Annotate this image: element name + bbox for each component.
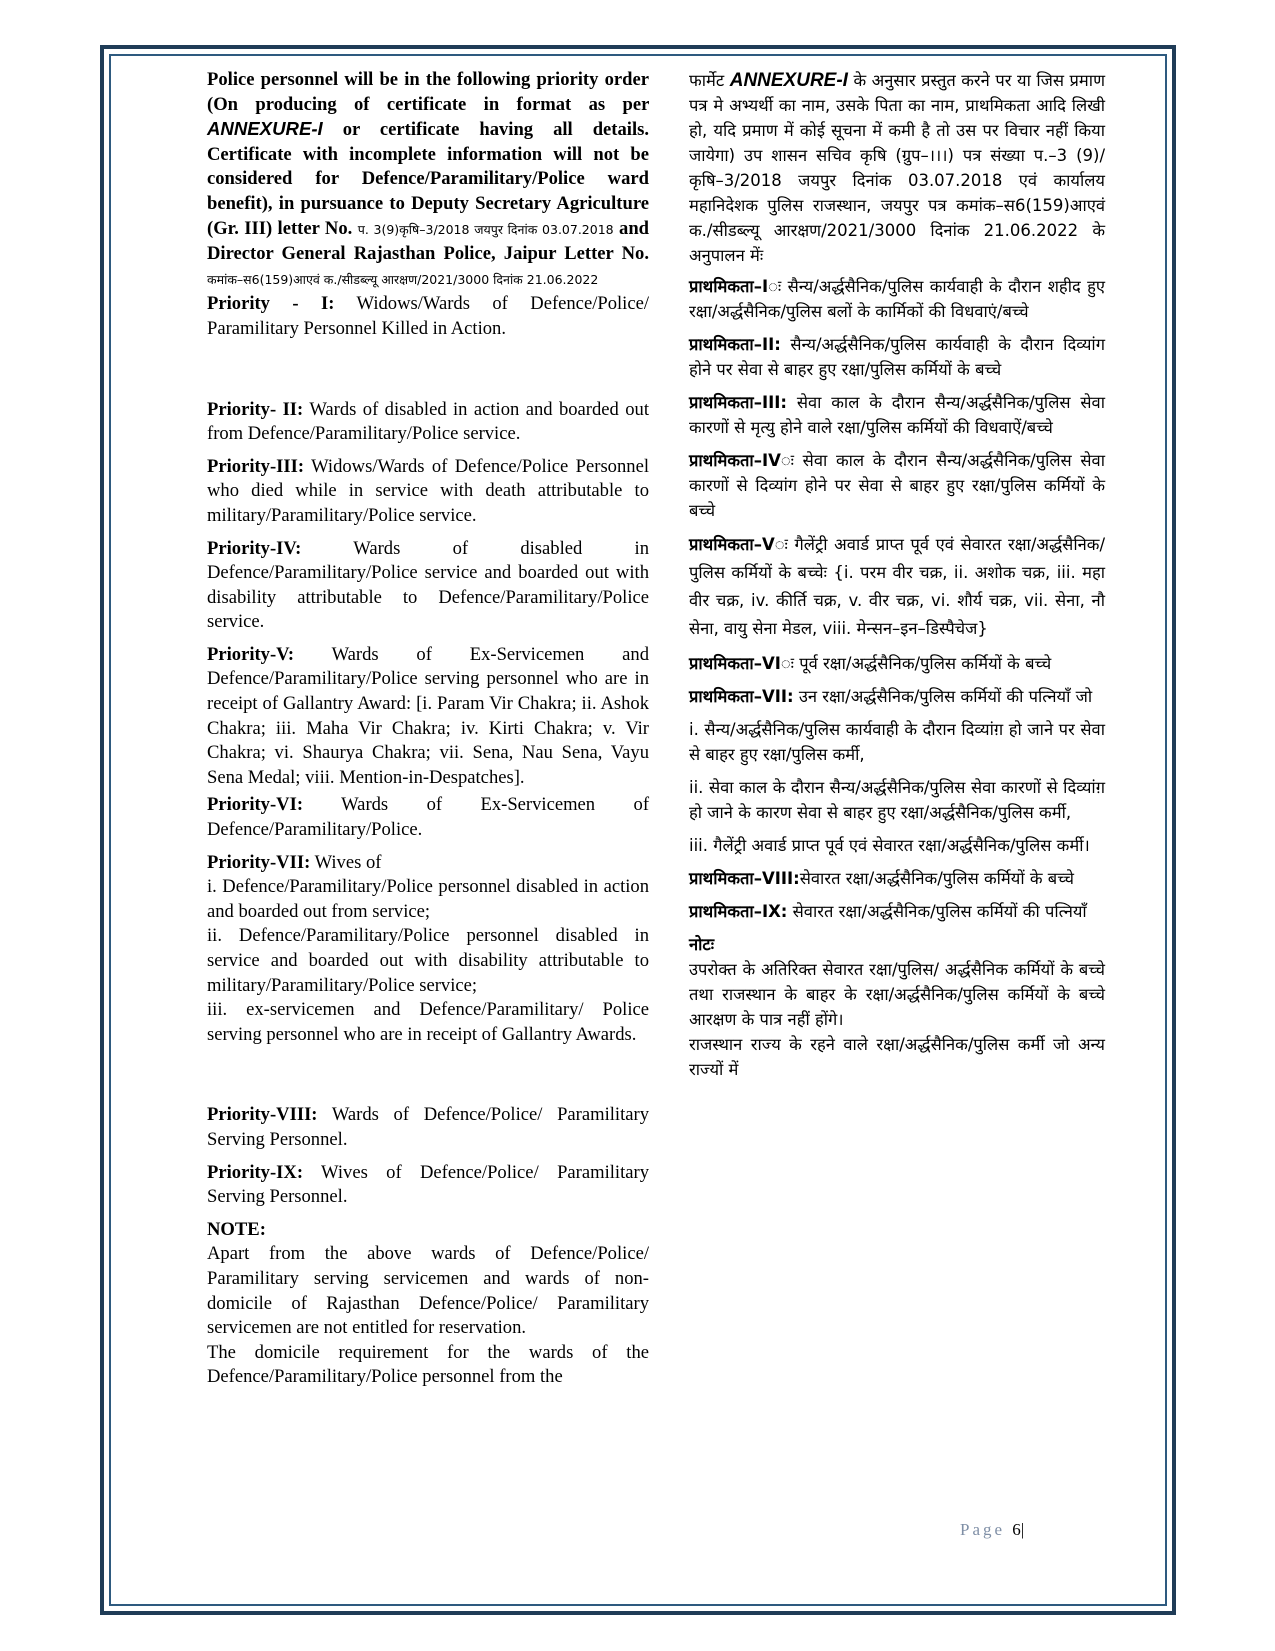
hindi-note-paragraph-1: उपरोक्त के अतिरिक्त सेवारत रक्षा/पुलिस/ अर्द्धसैनिक कर्मियों के बच्चे तथा राजस्थान के बाहर के रक्षा/अर्द्धसैनिक/पुलिस कर्मियों के बच्चे आरक्षण के पात्र नहीं होंगे। — [689, 960, 1105, 1029]
hindi-priority-7: प्राथमिकता–VII: उन रक्षा/अर्द्धसैनिक/पुलिस कर्मियों की पत्नियाँ जो — [689, 687, 1093, 706]
hindi-intro-paragraph: फार्मेट ANNEXURE-I के अनुसार प्रस्तुत करने पर या जिस प्रमाण पत्र मे अभ्यर्थी का नाम, उसके पिता का नाम, प्राथमिकता आदि लिखी हो, यदि प्रमाण में कोई सूचना में कमी है तो उस पर विचार नहीं किया जायेगा) उप शासन सचिव कृषि (ग्रुप–।।।) पत्र संख्या प.–3 (9)/कृषि–3/2018 जयपुर दिनांक 03.07.2018 एवं कार्यालय महानिदेशक पुलिस राजस्थान, जयपुर पत्र कमांक–स6(159)आएवं क./सीडब्ल्यू आरक्षण/2021/3000 दिनांक 21.06.2022 के अनुपालन मेंः — [689, 70, 1106, 265]
annexure-reference: ANNEXURE-I — [207, 118, 323, 140]
priority-7: Priority-VII: Wives of — [207, 851, 382, 873]
hindi-priority-4: प्राथमिकता–IVः सेवा काल के दौरान सैन्य/अर्द्धसैनिक/पुलिस सेवा कारणों से दिव्यांग होने पर सेवा से बाहर हुए रक्षा/पुलिस कर्मियों के बच्चे — [689, 451, 1105, 520]
hindi-priority-7-item-iii: iii. गैलेंट्री अवार्ड प्राप्त पूर्व एवं सेवारत रक्षा/अर्द्धसैनिक/पुलिस कर्मी। — [689, 836, 1090, 855]
hindi-priority-9: प्राथमिकता–IX: सेवारत रक्षा/अर्द्धसैनिक/पुलिस कर्मियों की पत्नियाँ — [689, 902, 1087, 921]
hindi-priority-7-item-i: i. सैन्य/अर्द्धसैनिक/पुलिस कार्यवाही के दौरान दिव्यांग़ हो जाने पर सेवा से बाहर हुए रक्षा/पुलिस कर्मी, — [689, 720, 1105, 764]
note-heading: NOTE: — [207, 1218, 266, 1240]
note-paragraph-1: Apart from the above wards of Defence/Police/ Paramilitary serving servicemen and wards of non-domicile of Rajasthan Defence/Police/ Paramilitary servicemen are not entitled for reservation. — [207, 1243, 649, 1339]
priority-1: Priority - I: Widows/Wards of Defence/Police/ Paramilitary Personnel Killed in Action. — [207, 293, 649, 339]
page-label: Page — [960, 1520, 1006, 1539]
page-number: Page 6| — [960, 1520, 1025, 1539]
hindi-note-paragraph-2: राजस्थान राज्य के रहने वाले रक्षा/अर्द्धसैनिक/पुलिस कर्मी जो अन्य राज्यों में — [689, 1035, 1105, 1079]
annexure-reference-hindi: ANNEXURE-I — [729, 70, 848, 91]
priority-7-item-i: i. Defence/Paramilitary/Police personnel disabled in action and boarded out from service; — [207, 876, 649, 922]
hindi-priority-5: प्राथमिकता–Vः गैलेंट्री अवार्ड प्राप्त पूर्व एवं सेवारत रक्षा/अर्द्धसैनिक/पुलिस कर्मियों के बच्चेः {i. परम वीर चक्र, ii. अशोक चक्र, iii. महा वीर चक्र, iv. कीर्ति चक्र, v. वीर चक्र, vi. शौर्य चक्र, vii. सेना, नौ सेना, वायु सेना मेडल, viii. मेन्सन–इन–डिस्पैचेज} — [689, 535, 1105, 638]
priority-3: Priority-III: Widows/Wards of Defence/Police Personnel who died while in service with death attributable to military/Paramilitary/Police service. — [207, 455, 649, 526]
priority-1-label: Priority - I: — [207, 293, 335, 315]
hindi-priority-2: प्राथमिकता–II: सैन्य/अर्द्धसैनिक/पुलिस कार्यवाही के दौरान दिव्यांग होने पर सेवा से बाहर हुए रक्षा/पुलिस कर्मियों के बच्चे — [689, 335, 1105, 379]
hindi-priority-3: प्राथमिकता–III: सेवा काल के दौरान सैन्य/अर्द्धसैनिक/पुलिस सेवा कारणों से मृत्यु होने वाले रक्षा/पुलिस कर्मियों की विधवाऐं/बच्चे — [689, 393, 1105, 437]
letter-reference-2: कमांक–स6(159)आएवं क./सीडब्ल्यू आरक्षण/2021/3000 दिनांक 21.06.2022 — [207, 271, 599, 287]
priority-7-item-iii: iii. ex-servicemen and Defence/Paramilitary/ Police serving personnel who are in receipt of Gallantry Awards. — [207, 999, 649, 1045]
hindi-priority-7-item-ii: ii. सेवा काल के दौरान सैन्य/अर्द्धसैनिक/पुलिस सेवा कारणों से दिव्यांग़ हो जाने के कारण सेवा से बाहर हुए रक्षा/अर्द्धसैनिक/पुलिस कर्मी, — [689, 778, 1105, 822]
english-column — [207, 68, 649, 1390]
note-paragraph-2: The domicile requirement for the wards of the Defence/Paramilitary/Police personnel from the — [207, 1341, 649, 1388]
letter-reference-1: प. 3(9)कृषि–3/2018 जयपुर दिनांक 03.07.2018 — [357, 221, 614, 237]
hindi-priority-8: प्राथमिकता–VIII:सेवारत रक्षा/अर्द्धसैनिक/पुलिस कर्मियों के बच्चे — [689, 869, 1074, 888]
hindi-priority-6: प्राथमिकता–VIः पूर्व रक्षा/अर्द्धसैनिक/पुलिस कर्मियों के बच्चे — [689, 654, 1052, 673]
priority-6: Priority-VI: Wards of Ex-Servicemen of Defence/Paramilitary/Police. — [207, 794, 650, 841]
priority-5: Priority-V: Wards of Ex-Servicemen and Defence/Paramilitary/Police serving personnel who are in receipt of Gallantry Award: [i. Param Vir Chakra; ii. Ashok Chakra; iii. Maha Vir Chakra; iv. Kirti Chakra; v. Vir Chakra; vi. Shaurya Chakra; vii. Sena, Nau Sena, Vayu Sena Medal; viii. Mention-in-Despatches]. — [207, 643, 650, 788]
hindi-note-heading: नोटः — [689, 935, 715, 954]
page-number-value: 6 — [1012, 1520, 1021, 1539]
priority-4: Priority-IV: Wards of disabled in Defence/Paramilitary/Police service and boarded out with disability attributable to Defence/Paramilitary/Police service. — [207, 537, 650, 633]
intro-paragraph: Police personnel will be in the following priority order (On producing of certificate in format as per ANNEXURE-I or certificate having all details. Certificate with incomplete information will not be considered for Defence/Paramilitary/Police ward benefit), in pursuance to Deputy Secretary Agriculture (Gr. III) letter No. प. 3(9)कृषि–3/2018 जयपुर दिनांक 03.07.2018 and Director General Rajasthan Police, Jaipur Letter No. कमांक–स6(159)आएवं क./सीडब्ल्यू आरक्षण/2021/3000 दिनांक 21.06.2022 — [207, 69, 649, 287]
priority-9: Priority-IX: Wives of Defence/Police/ Paramilitary Serving Personnel. — [207, 1161, 649, 1208]
hindi-column — [689, 68, 1105, 1082]
priority-7-item-ii: ii. Defence/Paramilitary/Police personnel disabled in service and boarded out with disability attributable to military/Paramilitary/Police service; — [207, 925, 649, 996]
priority-8: Priority-VIII: Wards of Defence/Police/ Paramilitary Serving Personnel. — [207, 1104, 649, 1150]
priority-2: Priority- II: Wards of disabled in action and boarded out from Defence/Paramilitary/Police service. — [207, 398, 650, 445]
hindi-priority-1: प्राथमिकता–Iः सैन्य/अर्द्धसैनिक/पुलिस कार्यवाही के दौरान शहीद हुए रक्षा/अर्द्धसैनिक/पुलिस बलों के कार्मिकों की विधवाएं/बच्चे — [689, 277, 1105, 321]
